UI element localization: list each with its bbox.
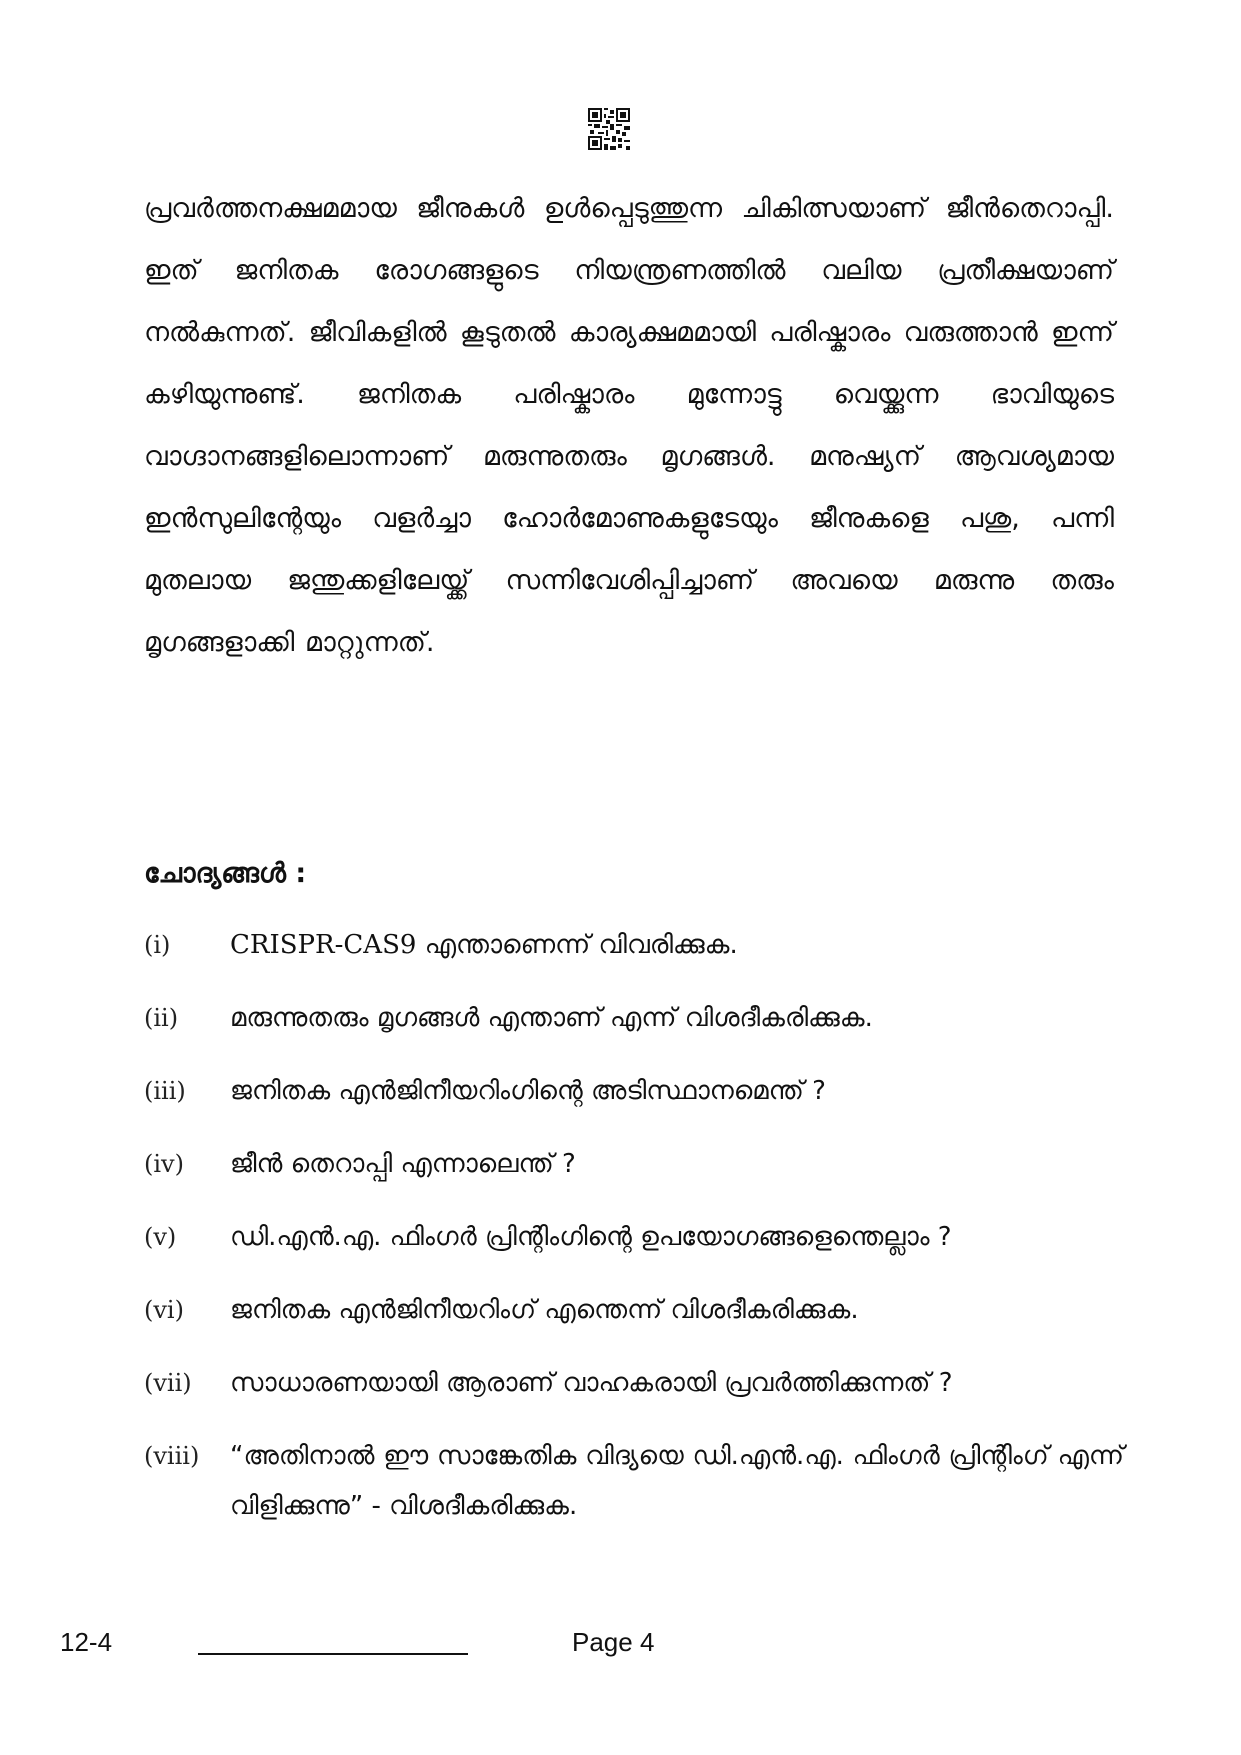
paper-code: 12-4 [60,1627,113,1657]
questions-heading: ചോദ്യങ്ങൾ : [144,858,307,889]
question-prefix: CRISPR-CAS9 [230,930,417,960]
question-number: (i) [144,931,171,959]
question-item [144,993,1124,1043]
question-text: ഡി.എൻ.എ. ഫിംഗർ പ്രിന്റിംഗിന്റെ ഉപയോഗങ്ങളെന്തെല്ലാം ? [230,1222,952,1252]
question-text: ജനിതക എൻജിനീയറിംഗിന്റെ അടിസ്ഥാനമെന്ത് ? [230,1076,826,1106]
footer-divider [198,1653,468,1655]
question-number: (vi) [144,1296,184,1324]
question-text [230,920,1124,970]
intro-paragraph: പ്രവർത്തനക്ഷമമായ ജീനുകൾ ഉൾപ്പെടുത്തുന്ന ചികിത്സയാണ് ജീൻതെറാപ്പി. ഇത് ജനിതക രോഗങ്ങളുടെ നിയന്ത്രണത്തിൽ വലിയ പ്രതീക്ഷയാണ് നൽകുന്നത്. ജീവികളിൽ കൂടുതൽ കാര്യക്ഷമമായി പരിഷ്കാരം വരുത്താൻ ഇന്ന് കഴിയുന്നുണ്ട്. ജനിതക പരിഷ്കാരം മുന്നോട്ടു വെയ്ക്കുന്ന ഭാവിയുടെ വാഗ്ദാനങ്ങളിലൊന്നാണ് മരുന്നുതരും മൃഗങ്ങൾ. മനുഷ്യന് ആവശ്യമായ ഇൻസുലിന്റേയും വളർച്ചാ ഹോർമോണുകളുടേയും ജീനുകളെ പശു, പന്നി മുതലായ ജന്തുക്കളിലേയ്ക്ക് സന്നിവേശിപ്പിച്ചാണ് അവയെ മരുന്നു തരും മൃഗങ്ങളാക്കി മാറ്റുന്നത്. [144,193,1114,658]
question-item [144,920,1124,970]
question-item [144,1212,1124,1262]
question-text: മരുന്നുതരും മൃഗങ്ങൾ എന്താണ് എന്ന് വിശദീകരിക്കുക. [230,1003,873,1033]
question-item [144,1066,1124,1116]
question-number: (vii) [144,1369,192,1397]
question-number: (iv) [144,1150,184,1178]
question-item [144,1431,1124,1531]
question-text: “അതിനാൽ ഈ സാങ്കേതിക വിദ്യയെ ഡി.എൻ.എ. ഫിംഗർ പ്രിന്റിംഗ് എന്ന് വിളിക്കുന്നു” - വിശദീകരിക്കുക. [230,1441,1124,1521]
question-text: ജീൻ തെറാപ്പി എന്നാലെന്ത് ? [230,1149,576,1179]
question-body: എന്താണെന്ന് വിവരിക്കുക. [416,930,738,960]
page-number: Page 4 [572,1627,655,1657]
question-number: (ii) [144,1004,179,1032]
question-item [144,1358,1124,1408]
qr-code-icon [588,108,630,150]
question-item [144,1139,1124,1189]
question-number: (iii) [144,1077,186,1105]
question-item [144,1285,1124,1335]
question-number: (v) [144,1223,177,1251]
question-text: ജനിതക എൻജിനീയറിംഗ് എന്തെന്ന് വിശദീകരിക്കുക. [230,1295,859,1325]
question-number: (viii) [144,1442,200,1470]
questions-list [144,920,1124,1554]
question-text: സാധാരണയായി ആരാണ് വാഹകരായി പ്രവർത്തിക്കുന്നത് ? [230,1368,953,1398]
